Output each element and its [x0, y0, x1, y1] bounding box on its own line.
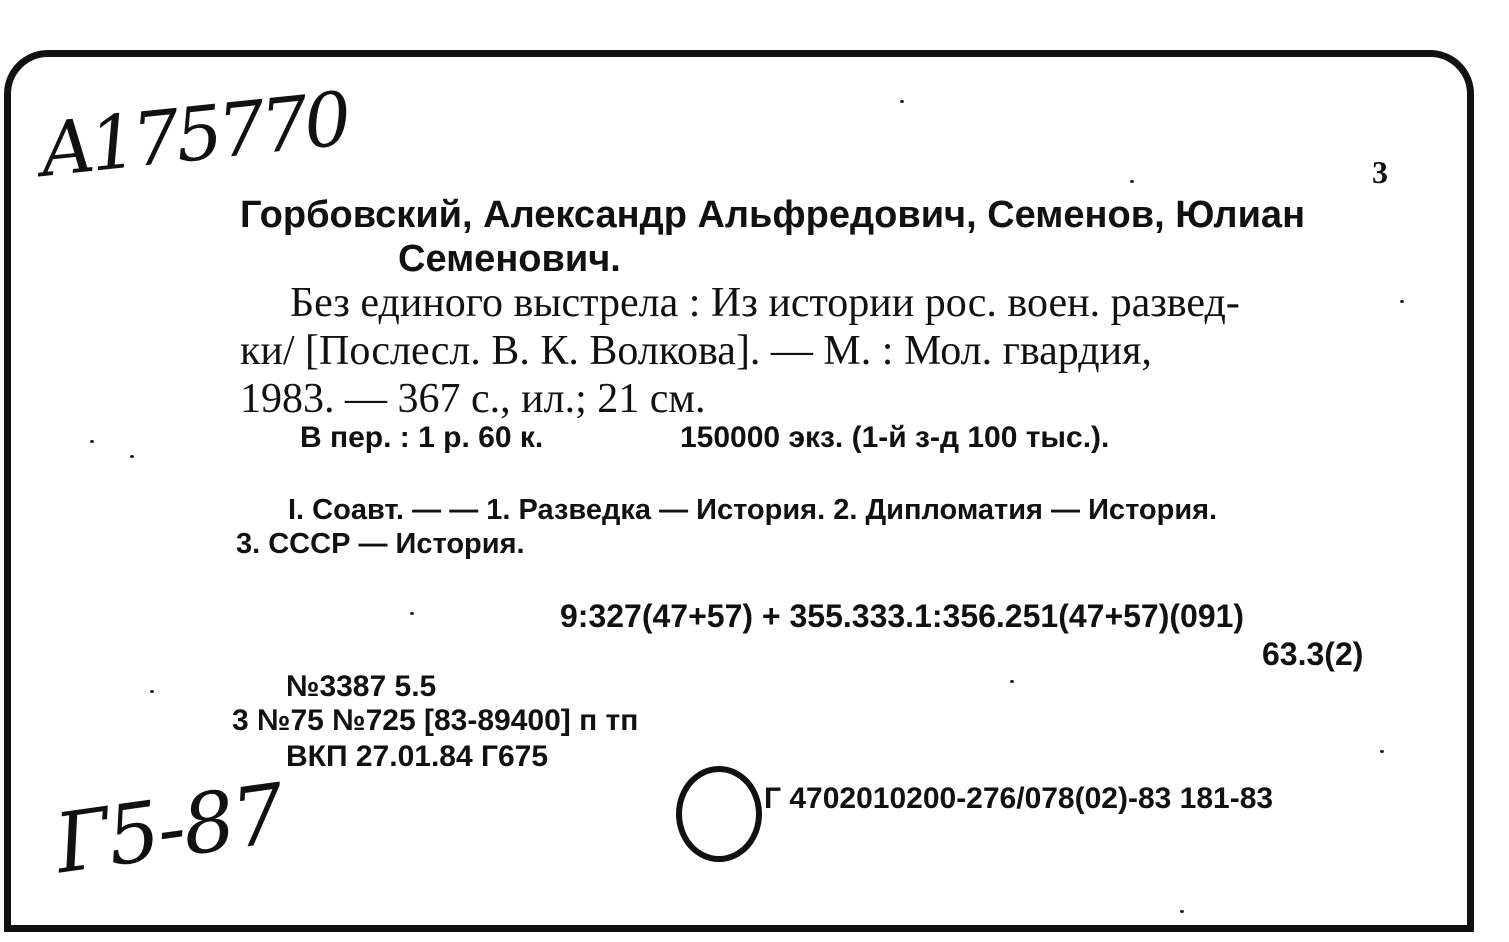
speck: [410, 612, 414, 615]
subjects-line2: 3. СССР — История.: [236, 528, 525, 560]
copies-line: 150000 экз. (1-й з-д 100 тыс.).: [680, 421, 1110, 454]
speck: [900, 100, 904, 103]
speck: [130, 455, 134, 458]
order-number-line: №3387 5.5: [286, 670, 437, 703]
card-page-number: 3: [1372, 154, 1388, 190]
speck: [1380, 750, 1384, 753]
order-info-line: 3 №75 №725 [83-89400] п тп: [232, 704, 639, 737]
classification-line1: 9:327(47+57) + 355.333.1:356.251(47+57)(091): [560, 598, 1245, 634]
classification-line2: 63.3(2): [1262, 636, 1364, 672]
title-line1: Без единого выстрела : Из истории рос. воен. развед-: [290, 280, 1240, 326]
title-line2: ки/ [Послесл. В. К. Волкова]. — М. : Мол. гвардия,: [240, 328, 1152, 374]
speck: [1130, 180, 1134, 183]
title-line3: 1983. — 367 с., ил.; 21 см.: [240, 376, 706, 422]
price-line: В пер. : 1 р. 60 к.: [300, 421, 544, 454]
stamp-circle-mark: [676, 766, 762, 862]
speck: [150, 690, 154, 693]
handwritten-shelf-mark: Г5-87: [49, 766, 290, 893]
author-heading-line1: Горбовский, Александр Альфредович, Семенов, Юлиан: [240, 194, 1306, 236]
vkp-date-line: ВКП 27.01.84 Г675: [286, 740, 549, 773]
subjects-line1: I. Соавт. — — 1. Разведка — История. 2. Дипломатия — История.: [288, 494, 1218, 526]
speck: [1010, 680, 1014, 683]
author-heading-line2: Семенович.: [398, 238, 621, 280]
speck: [1400, 300, 1404, 303]
speck: [1180, 910, 1184, 913]
speck: [90, 440, 94, 443]
handwritten-inventory-number: A175770: [36, 76, 352, 194]
stamp-code: Г 4702010200-276/078(02)-83 181-83: [764, 782, 1274, 815]
